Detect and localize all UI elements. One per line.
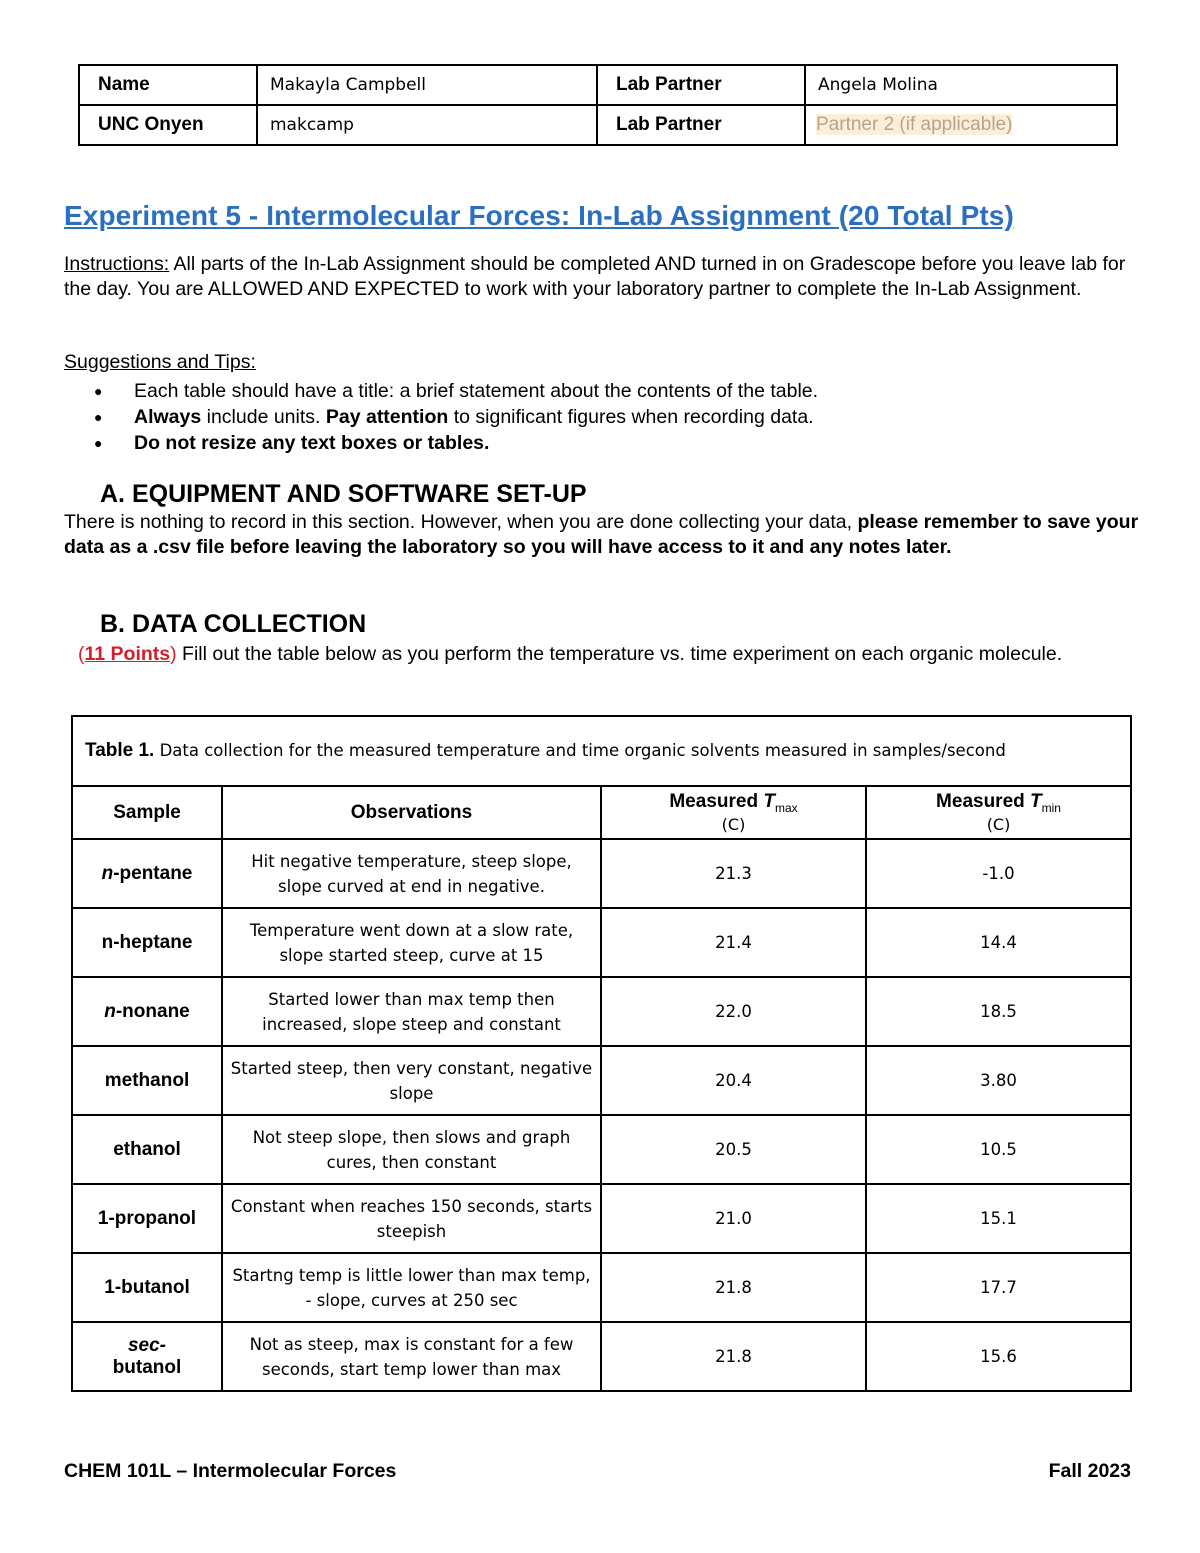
lab-partner-field[interactable]: Angela Molina <box>805 65 1117 105</box>
tmin-cell[interactable]: 3.80 <box>866 1046 1131 1115</box>
tmax-cell[interactable]: 21.4 <box>601 908 866 977</box>
lab-partner-2-placeholder[interactable]: Partner 2 (if applicable) <box>816 114 1013 135</box>
observations-cell[interactable]: Startng temp is little lower than max temp, - slope, curves at 250 sec <box>222 1253 601 1322</box>
points-close-paren: ) <box>170 643 177 665</box>
bullet-icon: ● <box>94 435 103 451</box>
section-a-text <box>64 510 1144 560</box>
col-header-observations: Observations <box>222 786 601 839</box>
col-header-tmax <box>601 786 866 839</box>
sample-cell[interactable] <box>72 977 222 1046</box>
col-header-tmin <box>866 786 1131 839</box>
tip-text-3: Do not resize any text boxes or tables. <box>134 432 490 454</box>
tmin-cell[interactable]: 14.4 <box>866 908 1131 977</box>
tmin-cell[interactable]: 17.7 <box>866 1253 1131 1322</box>
footer-term: Fall 2023 <box>1048 1460 1131 1482</box>
observations-cell[interactable]: Not as steep, max is constant for a few seconds, start temp lower than max <box>222 1322 601 1391</box>
tip-text-2a: include units. <box>201 406 326 428</box>
sample-name: ethanol <box>113 1138 181 1160</box>
observations-cell[interactable]: Not steep slope, then slows and graph cures, then constant <box>222 1115 601 1184</box>
bullet-icon: ● <box>94 409 103 425</box>
sample-cell[interactable] <box>72 908 222 977</box>
tmin-cell[interactable]: 10.5 <box>866 1115 1131 1184</box>
sample-cell[interactable] <box>72 1115 222 1184</box>
tmax-cell[interactable]: 21.8 <box>601 1253 866 1322</box>
observations-cell[interactable]: Temperature went down at a slow rate, slope started steep, curve at 15 <box>222 908 601 977</box>
instructions-text: All parts of the In-Lab Assignment should be completed AND turned in on Gradescope before you leave lab for the day. You are ALLOWED AND EXPECTED to work with your laboratory partner to complete the In-Lab Assignment. <box>64 253 1126 300</box>
section-b-body: Fill out the table below as you perform the temperature vs. time experiment on each organic molecule. <box>176 643 1063 665</box>
table-caption-text: Data collection for the measured temperature and time organic solvents measured in samples/second <box>154 741 1006 760</box>
tmin-cell[interactable]: -1.0 <box>866 839 1131 908</box>
table-caption <box>72 716 1131 786</box>
sample-name: butanol <box>112 1356 182 1378</box>
header-row-2 <box>79 105 1117 145</box>
caption-row <box>72 716 1131 786</box>
section-a-heading: A. EQUIPMENT AND SOFTWARE SET-UP <box>100 480 587 508</box>
footer-course: CHEM 101L – Intermolecular Forces <box>64 1460 397 1482</box>
table-row <box>72 1322 1131 1391</box>
observations-cell[interactable]: Constant when reaches 150 seconds, starts steepish <box>222 1184 601 1253</box>
tmax-T: T <box>763 791 775 813</box>
sample-cell[interactable] <box>72 1184 222 1253</box>
tips-heading: Suggestions and Tips: <box>64 351 256 373</box>
tip-bold-1: Always <box>134 406 202 428</box>
tmin-unit: (C) <box>986 814 1011 834</box>
tmax-cell[interactable]: 21.8 <box>601 1322 866 1391</box>
table-row <box>72 1184 1131 1253</box>
sample-prefix: n <box>101 862 114 884</box>
sample-name: methanol <box>104 1069 190 1091</box>
section-a-bold: please remember to save your data as a .csv file before leaving the laboratory so you will have access to it and any notes later. <box>64 511 1139 558</box>
tip-text-1: Each table should have a title: a brief statement about the contents of the table. <box>134 380 819 402</box>
observations-cell[interactable]: Started steep, then very constant, negative slope <box>222 1046 601 1115</box>
tips-list <box>90 378 818 456</box>
tmax-cell[interactable]: 22.0 <box>601 977 866 1046</box>
page-title: Experiment 5 - Intermolecular Forces: In-Lab Assignment (20 Total Pts) <box>64 200 1014 231</box>
sample-cell[interactable] <box>72 1253 222 1322</box>
tmax-cell[interactable]: 20.4 <box>601 1046 866 1115</box>
table-row <box>72 977 1131 1046</box>
tmin-sub: min <box>1041 800 1061 815</box>
data-table <box>71 715 1132 1392</box>
header-table <box>78 64 1118 146</box>
tmax-unit: (C) <box>721 814 746 834</box>
tmax-prefix: Measured <box>669 791 764 813</box>
table-row <box>72 1253 1131 1322</box>
name-label: Name <box>79 65 257 105</box>
tip-bold-2: Pay attention <box>325 406 449 428</box>
sample-name: -nonane <box>115 1000 190 1022</box>
onyen-label: UNC Onyen <box>79 105 257 145</box>
table-row <box>72 1046 1131 1115</box>
table-caption-label: Table 1. <box>85 740 155 761</box>
points-open-paren: ( <box>78 643 85 665</box>
sample-cell[interactable] <box>72 839 222 908</box>
sample-prefix: sec- <box>127 1334 167 1356</box>
sample-cell[interactable] <box>72 1046 222 1115</box>
table-row <box>72 1115 1131 1184</box>
table-row <box>72 839 1131 908</box>
points-badge: 11 Points <box>84 643 171 665</box>
section-a-body: There is nothing to record in this section. However, when you are done collecting your data, <box>64 511 858 533</box>
lab-partner-2-cell[interactable] <box>805 105 1117 145</box>
lab-partner-label: Lab Partner <box>597 65 805 105</box>
observations-cell[interactable]: Hit negative temperature, steep slope, slope curved at end in negative. <box>222 839 601 908</box>
sample-name: n-heptane <box>101 931 193 953</box>
instructions-paragraph <box>64 252 1144 302</box>
observations-cell[interactable]: Started lower than max temp then increased, slope steep and constant <box>222 977 601 1046</box>
tip-item <box>90 404 818 430</box>
tmax-cell[interactable]: 20.5 <box>601 1115 866 1184</box>
sample-name: 1-butanol <box>104 1276 190 1298</box>
tmax-cell[interactable]: 21.0 <box>601 1184 866 1253</box>
sample-name: -pentane <box>113 862 193 884</box>
sample-name: 1-propanol <box>97 1207 197 1229</box>
tmin-cell[interactable]: 15.6 <box>866 1322 1131 1391</box>
section-b-heading: B. DATA COLLECTION <box>100 610 367 638</box>
column-header-row <box>72 786 1131 839</box>
data-rows <box>72 839 1131 1391</box>
sample-cell[interactable] <box>72 1322 222 1391</box>
bullet-icon: ● <box>94 383 103 399</box>
table-row <box>72 908 1131 977</box>
lab-partner-2-label: Lab Partner <box>597 105 805 145</box>
sample-prefix: n <box>104 1000 116 1022</box>
tip-item <box>90 378 818 404</box>
tmin-cell[interactable]: 15.1 <box>866 1184 1131 1253</box>
col-header-sample: Sample <box>72 786 222 839</box>
name-field[interactable]: Makayla Campbell <box>257 65 597 105</box>
tmin-cell[interactable]: 18.5 <box>866 977 1131 1046</box>
tip-item <box>90 430 818 456</box>
tmax-sub: max <box>774 800 798 815</box>
instructions-label: Instructions: <box>64 253 170 275</box>
tmin-prefix: Measured <box>936 791 1031 813</box>
header-row-1 <box>79 65 1117 105</box>
tmin-T: T <box>1030 791 1042 813</box>
section-b-text <box>78 642 1128 667</box>
tip-text-2b: to significant figures when recording data. <box>448 406 814 428</box>
tmax-cell[interactable]: 21.3 <box>601 839 866 908</box>
onyen-field[interactable]: makcamp <box>257 105 597 145</box>
